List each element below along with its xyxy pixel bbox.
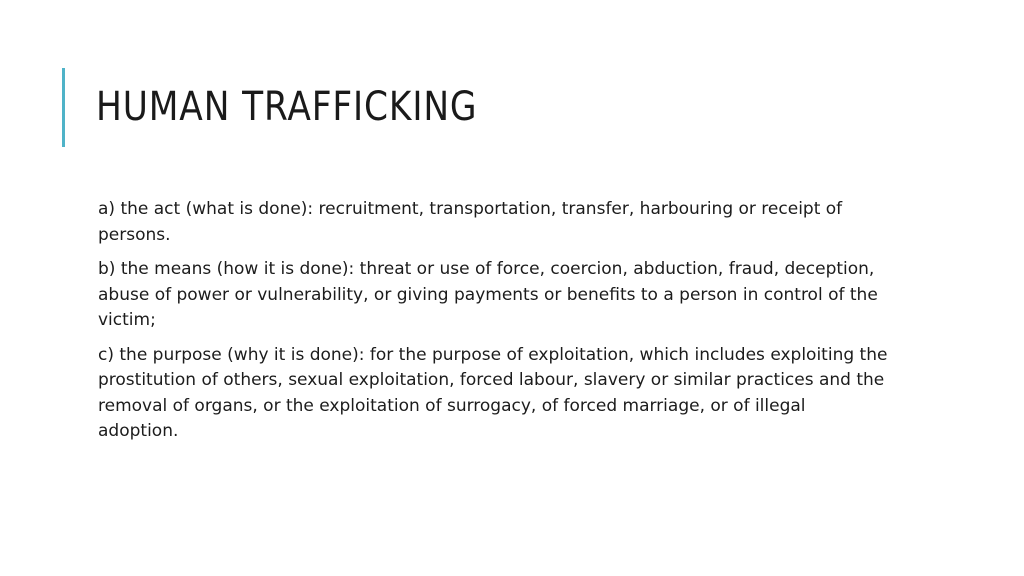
slide-body	[98, 197, 888, 454]
slide-title: HUMAN TRAFFICKING	[96, 84, 478, 130]
paragraph-act: a) the act (what is done): recruitment, transportation, transfer, harbouring or receipt of persons.	[98, 199, 843, 245]
paragraph-means: b) the means (how it is done): threat or use of force, coercion, abduction, fraud, deception, abuse of power or vulnerability, or giving payments or benefits to a person in control of the victim;	[98, 259, 878, 330]
title-accent-bar	[62, 68, 65, 147]
paragraph-purpose: c) the purpose (why it is done): for the purpose of exploitation, which includes exploiting the prostitution of others, sexual exploitation, forced labour, slavery or similar practices and the removal of organs, or the exploitation of surrogacy, of forced marriage, or of illegal adoption.	[98, 344, 888, 441]
